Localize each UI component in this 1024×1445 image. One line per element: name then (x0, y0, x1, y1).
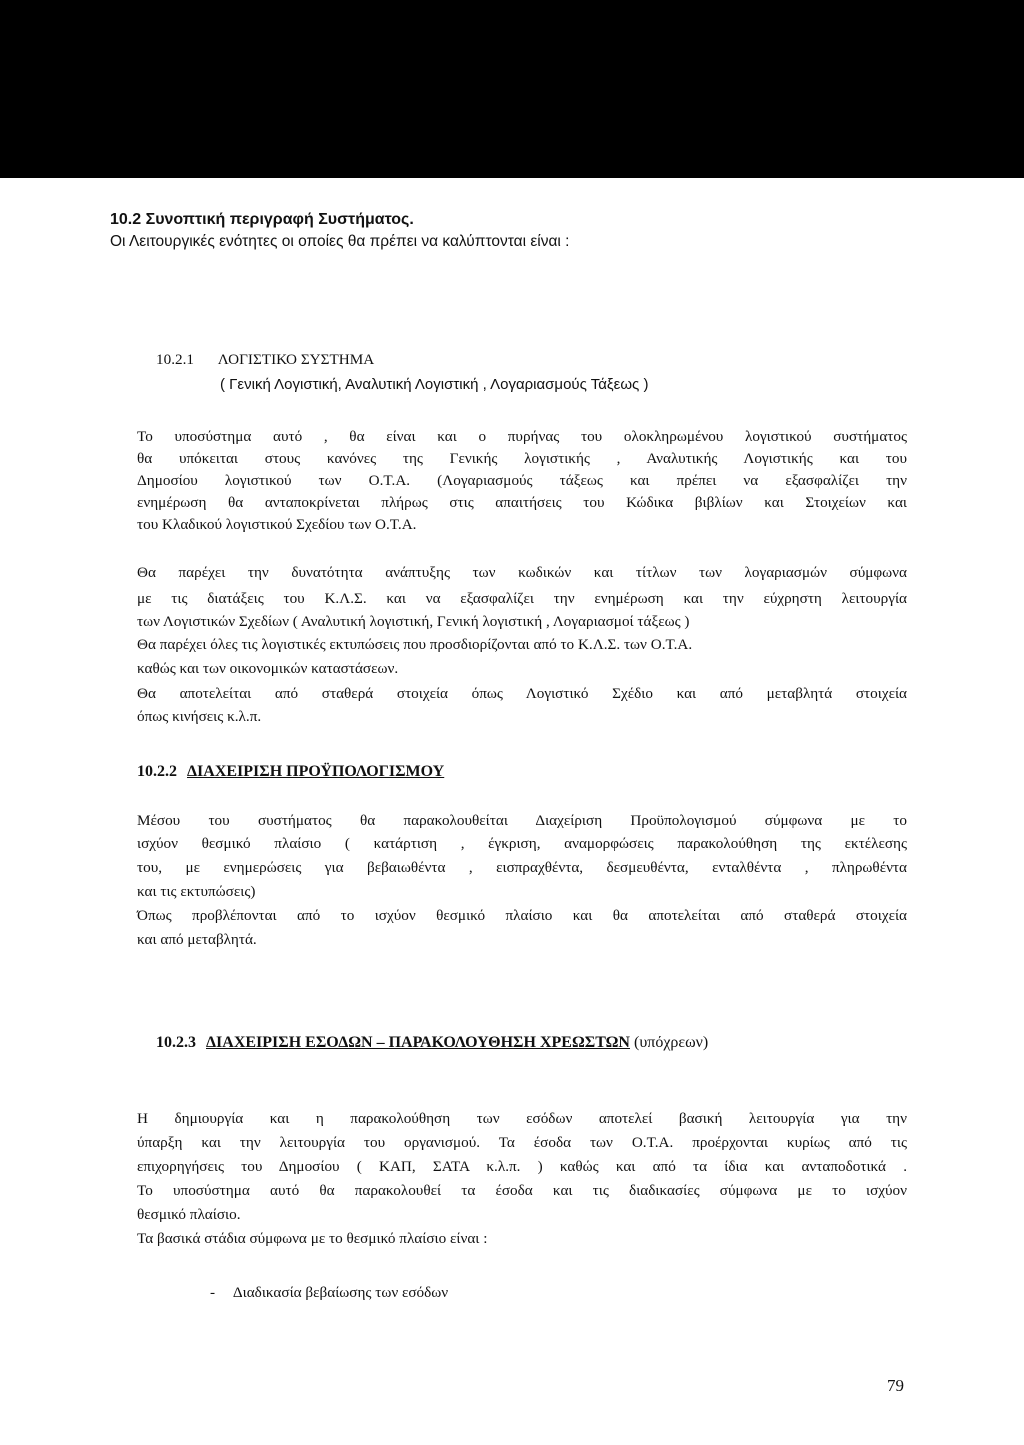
s2-line: ισχύον θεσμικό πλαίσιο ( κατάρτιση , έγκριση, αναμορφώσεις παρακολούθηση της εκτέλεσης (137, 835, 907, 852)
s1-heading (156, 350, 374, 370)
s1-line: Το υποσύστημα αυτό , θα είναι και ο πυρήνας του ολοκληρωμένου λογιστικού συστήματος (137, 428, 907, 445)
s1-title: ΛΟΓΙΣΤΙΚΟ ΣΥΣΤΗΜΑ (217, 351, 375, 368)
bullet-item (210, 1283, 448, 1303)
s1-line: Θα αποτελείται από σταθερά στοιχεία όπως Λογιστικό Σχέδιο και από μεταβλητά στοιχεία (137, 685, 907, 702)
s3-line: επιχορηγήσεις του Δημοσίου ( ΚΑΠ, ΣΑΤΑ κ.λ.π. ) καθώς και από τα ίδια και ανταποδοτικά . (137, 1158, 907, 1175)
s2-heading (137, 762, 444, 782)
s2-title: ΔΙΑΧΕΙΡΙΣΗ ΠΡΟΫΠΟΛΟΓΙΣΜΟΥ (187, 763, 445, 780)
s1-line: Θα παρέχει την δυνατότητα ανάπτυξης των κωδικών και τίτλων των λογαριασμών σύμφωνα (137, 564, 907, 581)
bullet-dash: - (210, 1284, 216, 1301)
s3-line: Η δημιουργία και η παρακολούθηση των εσόδων αποτελεί βασική λειτουργία για την (137, 1110, 907, 1127)
section-title: 10.2 Συνοπτική περιγραφή Συστήματος. (110, 211, 414, 228)
s3-title: ΔΙΑΧΕΙΡΙΣΗ ΕΣΟΔΩΝ – ΠΑΡΑΚΟΛΟΥΘΗΣΗ ΧΡΕΩΣΤΩΝ (206, 1034, 630, 1051)
s3-line: ύπαρξη και την λειτουργία του οργανισμού. Τα έσοδα των Ο.Τ.Α. προέρχονται κυρίως από τις (137, 1134, 907, 1151)
s2-line: και τις εκτυπώσεις) (137, 883, 256, 900)
s3-heading (156, 1033, 708, 1053)
scan-black-border (0, 0, 1024, 178)
s2-line: Όπως προβλέπονται από το ισχύον θεσμικό πλαίσιο και θα αποτελείται από σταθερά στοιχεία (137, 907, 907, 924)
s1-line: με τις διατάξεις του Κ.Λ.Σ. και να εξασφαλίζει την ενημέρωση και την εύχρηστη λειτουργία (137, 590, 907, 607)
s3-title-suffix: (υπόχρεων) (633, 1034, 709, 1051)
s2-line: Μέσου του συστήματος θα παρακολουθείται Διαχείριση Προϋπολογισμού σύμφωνα με το (137, 812, 907, 829)
s2-number: 10.2.2 (137, 763, 177, 780)
s1-line: καθώς και των οικονομικών καταστάσεων. (137, 660, 399, 677)
s3-line: Το υποσύστημα αυτό θα παρακολουθεί τα έσοδα και τις διαδικασίες σύμφωνα με το ισχύον (137, 1182, 907, 1199)
s1-line: θα υπόκειται στους κανόνες της Γενικής λογιστικής , Αναλυτικής Λογιστικής και του (137, 450, 907, 467)
s2-line: και από μεταβλητά. (137, 931, 257, 948)
s1-subtitle: ( Γενική Λογιστική, Αναλυτική Λογιστική , Λογαριασμούς Τάξεως ) (220, 376, 649, 393)
s3-line: Τα βασικά στάδια σύμφωνα με το θεσμικό πλαίσιο είναι : (137, 1230, 488, 1247)
s1-line: του Κλαδικού λογιστικού Σχεδίου των Ο.Τ.Α. (137, 516, 417, 533)
s1-line: όπως κινήσεις κ.λ.π. (137, 708, 262, 725)
s1-line: Θα παρέχει όλες τις λογιστικές εκτυπώσεις που προσδιορίζονται από το Κ.Λ.Σ. των Ο.Τ.Α. (137, 636, 693, 653)
s3-number: 10.2.3 (156, 1034, 196, 1051)
s3-line: θεσμικό πλαίσιο. (137, 1206, 241, 1223)
s1-line: των Λογιστικών Σχεδίων ( Αναλυτική λογιστική, Γενική λογιστική , Λογαριασμοί τάξεως ) (137, 613, 690, 630)
s1-line: ενημέρωση θα ανταποκρίνεται πλήρως στις απαιτήσεις του Κώδικα βιβλίων και Στοιχείων και (137, 494, 907, 511)
page-number: 79 (887, 1376, 904, 1395)
s1-line: Δημοσίου λογιστικού των Ο.Τ.Α. (Λογαριασμούς τάξεως και πρέπει να εξασφαλίζει την (137, 472, 907, 489)
s2-line: του, με ενημερώσεις για βεβαιωθέντα , εισπραχθέντα, δεσμευθέντα, ενταλθέντα , πληρωθέντα (137, 859, 907, 876)
bullet-text: Διαδικασία βεβαίωσης των εσόδων (232, 1284, 449, 1301)
section-intro: Οι Λειτουργικές ενότητες οι οποίες θα πρέπει να καλύπτονται είναι : (110, 233, 570, 250)
s1-number: 10.2.1 (156, 351, 194, 368)
